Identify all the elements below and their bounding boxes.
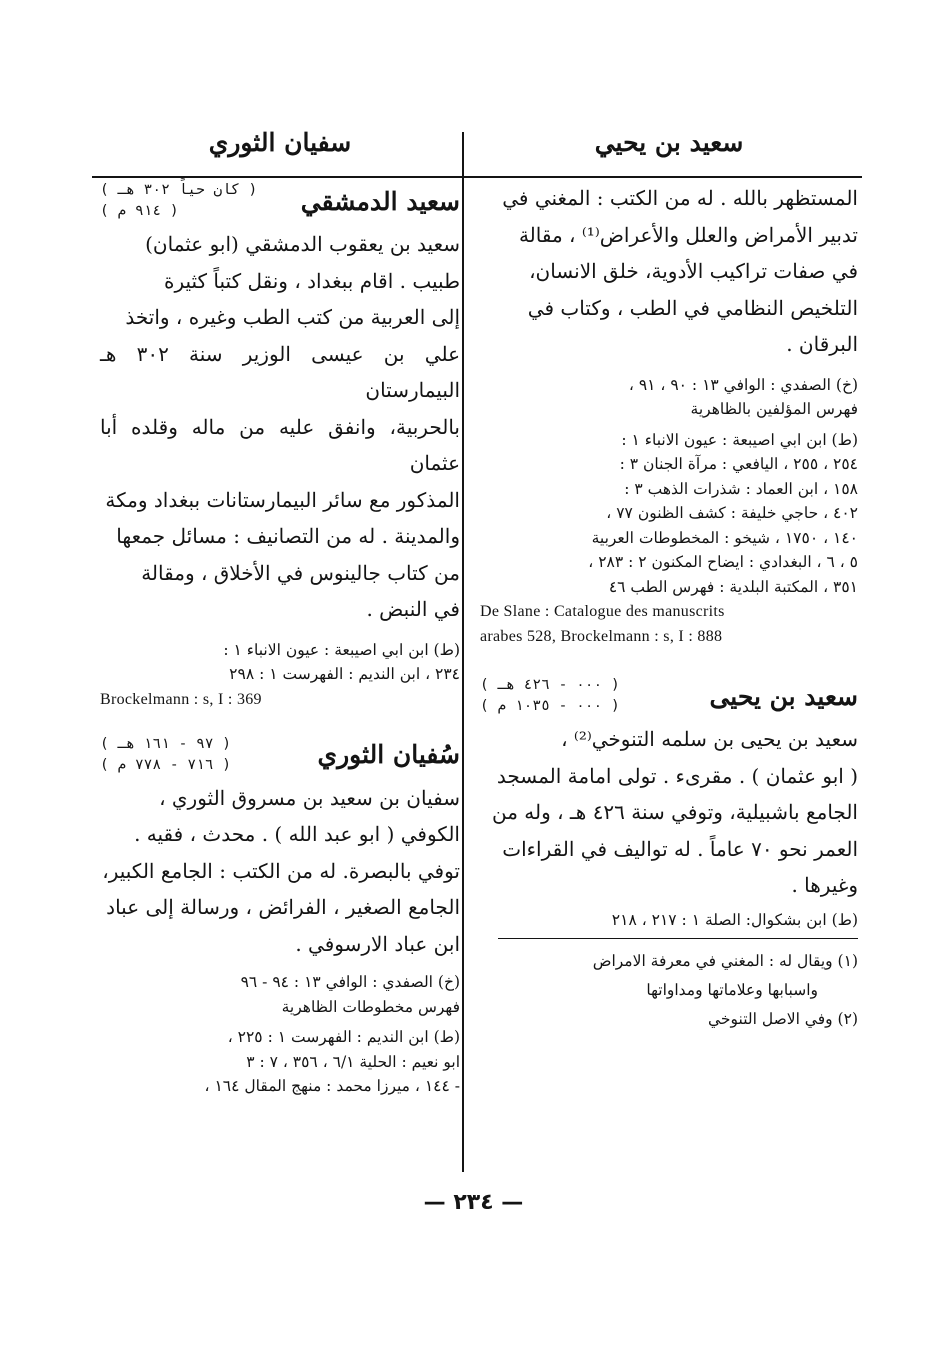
source-line: (ط) ابن ابي اصيبعة : عيون الانباء ١ : — [223, 640, 460, 659]
text-line: طبيب . اقام ببغداد ، ونقل كتباً كثيرة — [163, 268, 460, 293]
text-line: المستظهر بالله . له من الكتب : المغني في — [502, 186, 858, 210]
hijri-dates: ( كان حياً ٣٠٢ هـ ) — [100, 182, 258, 198]
source-line: ٤٠٢ ، حاجي خليفة : كشف الظنون ٧٧ ، — [606, 504, 858, 522]
gregorian-dates: ( ٩١٤ م ) — [100, 203, 179, 219]
text-line: التلخيص النظامي في الطب ، وكتاب في — [527, 295, 858, 320]
entry-heading — [100, 734, 460, 776]
text-line: ( ابو عثمان ) . مقرىء . تولى امامة المسجد — [496, 763, 858, 788]
column-divider — [462, 132, 464, 1172]
hijri-dates: ( ٩٧ - ١٦١ هـ ) — [100, 735, 232, 752]
latin-reference: De Slane : Catalogue des manuscrits — [480, 603, 725, 620]
left-running-header: سفيان الثوري — [208, 128, 352, 157]
text-line: البرقان . — [786, 332, 858, 356]
source-line: (ط) ابن بشكوال: الصلة ١ : ٢١٧ ، ٢١٨ — [611, 910, 858, 929]
text-line: سفيان بن سعيد بن مسروق الثوري ، — [159, 785, 460, 810]
source-line: ابو نعيم : الحلية ٦/١ ، ٣٥٦ ، ٧ : ٣ — [246, 1052, 460, 1071]
left-column — [100, 120, 460, 1095]
right-column-body — [480, 180, 858, 1034]
source-line: فهرس مخطوطات الظاهرية — [281, 997, 460, 1016]
text-line: من كتاب جالينوس في الأخلاق ، ومقالة — [141, 560, 460, 585]
source-line: (خ) الصفدي : الوافي ١٣ : ٩٠ ، ٩١ ، — [628, 375, 858, 394]
source-line: (ط) ابن النديم : الفهرست ١ : ٢٢٥ ، — [227, 1028, 460, 1046]
text-line: علي بن عيسى الوزير سنة ٣٠٢ هـ البيمارستان — [100, 341, 460, 402]
footnote: (١) ويقال له : المغني في معرفة الامراض — [592, 952, 858, 970]
source-line: ٢٥٤ ، ٢٥٥ ، اليافعي : مرآة الجنان ٣ : — [619, 455, 858, 473]
entry-dates — [100, 180, 257, 222]
latin-reference: arabes 528, Brockelmann : s, I : 888 — [480, 628, 723, 645]
source-line: ١٤٠ ، ١٧٥٠ ، شيخو : المخطوطات العربية — [591, 528, 858, 547]
entry-dates — [100, 734, 231, 776]
text-line: العمر نحو ٧٠ عاماً . له تواليف في القراءات — [502, 836, 858, 861]
source-line: (خ) الصفدي : الوافي ١٣ : ٩٤ - ٩٦ — [240, 973, 460, 991]
text-line: الجامع الصغير ، الفرائض ، ورسالة إلى عباد — [106, 895, 460, 919]
hijri-dates: ( ٠٠٠ - ٤٢٦ هـ ) — [480, 677, 620, 693]
text-line: بالحربية، وانفق عليه من ماله وقلده أبا عثمان — [100, 414, 460, 475]
text-line: تدبير الأمراض والعلل والأعراض⁽¹⁾ ، مقالة — [518, 222, 858, 247]
text-line: الكوفي ( ابو عبد الله ) . محدث ، فقيه . — [134, 822, 460, 846]
left-column-body — [100, 180, 460, 1099]
header-rule — [92, 176, 862, 178]
source-line: ١٥٨ ، ابن العماد : شذرات الذهب ٣ : — [624, 479, 858, 498]
text-line: والمدينة . له من التصانيف : مسائل جمعها — [116, 524, 460, 548]
source-line: ٣٥١ ، المكتبة البلدية : فهرس الطب ٤٦ — [608, 577, 858, 596]
entry-heading — [480, 675, 858, 717]
gregorian-dates: ( ٧١٦ - ٧٧٨ م ) — [100, 756, 232, 773]
footnote: واسبابها وعلاماتها ومداواتها — [646, 981, 818, 999]
source-line: فهرس المؤلفين بالظاهرية — [690, 400, 858, 418]
text-line: وغيرها . — [791, 873, 858, 897]
text-line: توفي بالبصرة. له من الكتب : الجامع الكبير، — [102, 858, 460, 883]
source-line: (ط) ابن ابي اصيبعة : عيون الانباء ١ : — [621, 430, 858, 449]
latin-reference: Brockelmann : s, I : 369 — [100, 690, 262, 708]
right-column — [480, 120, 858, 1028]
entry-name: سعيد الدمشقي — [300, 186, 460, 216]
text-line: ابن عباد الارسوفي . — [295, 931, 460, 956]
source-line: ٢٣٤ ، ابن النديم : الفهرست ١ : ٢٩٨ — [229, 665, 460, 683]
entry-name: سُفيان الثوري — [317, 740, 460, 769]
text-line: سعيد بن يحيى بن سلمه التنوخي⁽²⁾ ، — [561, 727, 858, 751]
source-line: ٥ ، ٦ ، البغدادي : ايضاح المكنون ٢ : ٢٨٣ ، — [588, 553, 858, 571]
text-line: في النبض . — [366, 597, 460, 621]
text-line: الجامع باشبيلية، وتوفي سنة ٤٢٦ هـ ، وله من — [491, 800, 858, 824]
entry-heading — [100, 180, 460, 222]
source-line: - ١٤٤ ، ميرزا محمد : منهج المقال ١٦٤ ، — [204, 1077, 460, 1095]
right-running-header: سعيد بن يحيي — [594, 128, 744, 157]
text-line: سعيد بن يعقوب الدمشقي (ابو عثمان) — [145, 232, 460, 256]
text-line: في صفات تراكيب الأدوية، خلق الانسان، — [529, 259, 858, 283]
entry-name: سعيد بن يحيى — [709, 681, 858, 711]
entry-dates — [480, 675, 620, 717]
footnote-rule — [498, 938, 858, 939]
gregorian-dates: ( ٠٠٠ - ١٠٣٥ م ) — [480, 698, 620, 714]
page-number: — ٢٣٤ — — [423, 1190, 524, 1215]
text-line: إلى العربية من كتب الطب وغيره ، واتخذ — [125, 305, 460, 329]
footnote: (٢) وفي الاصل التنوخي — [708, 1010, 858, 1028]
text-line: المذكور مع سائر البيمارستانات ببغداد ومكة — [105, 487, 460, 512]
